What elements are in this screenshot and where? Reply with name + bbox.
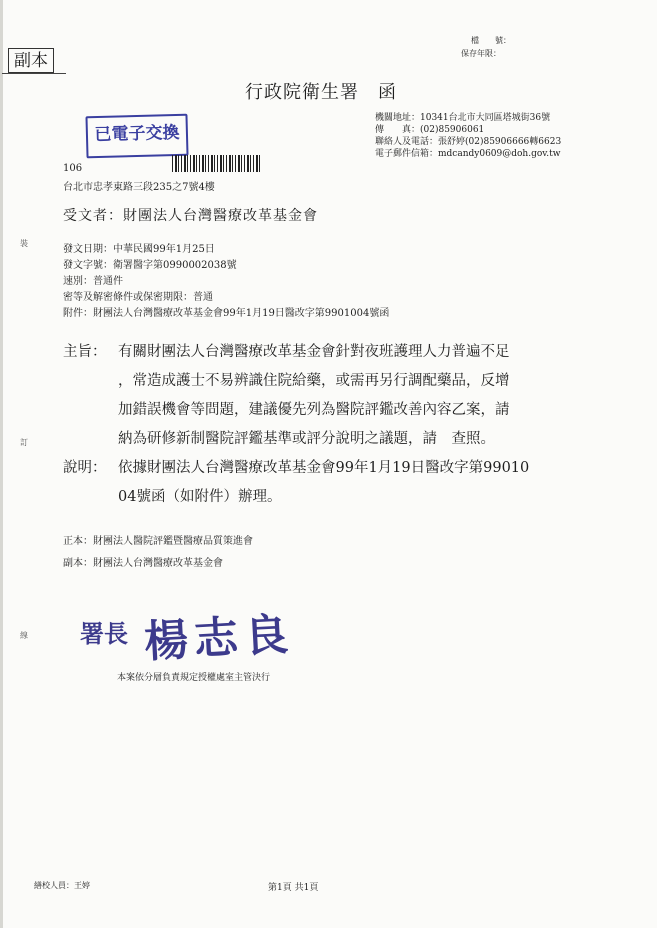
- binding-mark: 線: [20, 631, 28, 640]
- signature-title: 署長: [80, 619, 128, 648]
- original-recipient: 正本：財團法人醫院評鑑暨醫療品質策進會: [63, 536, 253, 547]
- explanation-line: 04號函（如附件）辦理。: [118, 489, 282, 505]
- agency-address: 機關地址：10341台北市大同區塔城街36號: [375, 113, 551, 123]
- copy-mark-rule: [2, 73, 66, 74]
- copy-mark: 副本: [8, 48, 54, 73]
- issue-date: 發文日期：中華民國99年1月25日: [63, 244, 215, 255]
- subject-line: 加錯誤機會等問題，建議優先列為醫院評鑑改善內容乙案，請: [118, 402, 510, 418]
- barcode: [172, 155, 260, 172]
- file-number-label: 檔 號：: [471, 36, 511, 45]
- agency-fax: 傳 真：(02)85906061: [375, 125, 485, 135]
- page-number: 第1頁 共1頁: [268, 883, 319, 893]
- attachment: 附件：財團法人台灣醫療改革基金會99年1月19日醫改字第9901004號函: [63, 308, 390, 319]
- binding-mark: 訂: [20, 438, 28, 447]
- retention-label: 保存年限：: [461, 49, 501, 58]
- security-level: 密等及解密條件或保密期限：普通: [63, 292, 213, 303]
- subject-line: 有關財團法人台灣醫療改革基金會針對夜班護理人力普遍不足: [118, 344, 510, 360]
- signature-name: 楊志良: [142, 609, 296, 668]
- explanation-line: 依據財團法人台灣醫療改革基金會99年1月19日醫改字第99010: [118, 460, 530, 476]
- signature-seal: [78, 600, 338, 668]
- contact-person: 聯絡人及電話：張舒婷(02)85906666轉6623: [375, 137, 562, 147]
- delegation-note: 本案依分層負責規定授權處室主管決行: [117, 673, 271, 683]
- subject-line: ，常造成護士不易辨識住院給藥，或需再另行調配藥品，反增: [118, 373, 510, 389]
- issue-number: 發文字號：衛署醫字第0990002038號: [63, 260, 237, 271]
- contact-email: 電子郵件信箱：mdcandy0609@doh.gov.tw: [375, 149, 561, 159]
- binding-mark: 裝: [20, 239, 28, 248]
- delivery-speed: 速別：普通件: [63, 276, 123, 287]
- subject-line: 納為研修新制醫院評鑑基準或評分說明之議題，請 查照。: [118, 431, 495, 447]
- subject-label: 主旨：: [63, 344, 107, 360]
- document-title: 行政院衛生署 函: [245, 82, 397, 103]
- electronic-exchange-stamp: 已電子交換: [85, 114, 188, 159]
- recipient: 受文者：財團法人台灣醫療改革基金會: [63, 208, 318, 224]
- proofreader: 繕校人員：王婷: [34, 881, 90, 890]
- page-edge: [0, 0, 3, 928]
- recipient-address: 台北市忠孝東路三段235之7號4樓: [63, 182, 215, 193]
- postal-code: 106: [63, 163, 83, 174]
- copy-recipient: 副本：財團法人台灣醫療改革基金會: [63, 558, 223, 569]
- explanation-label: 說明：: [63, 460, 107, 476]
